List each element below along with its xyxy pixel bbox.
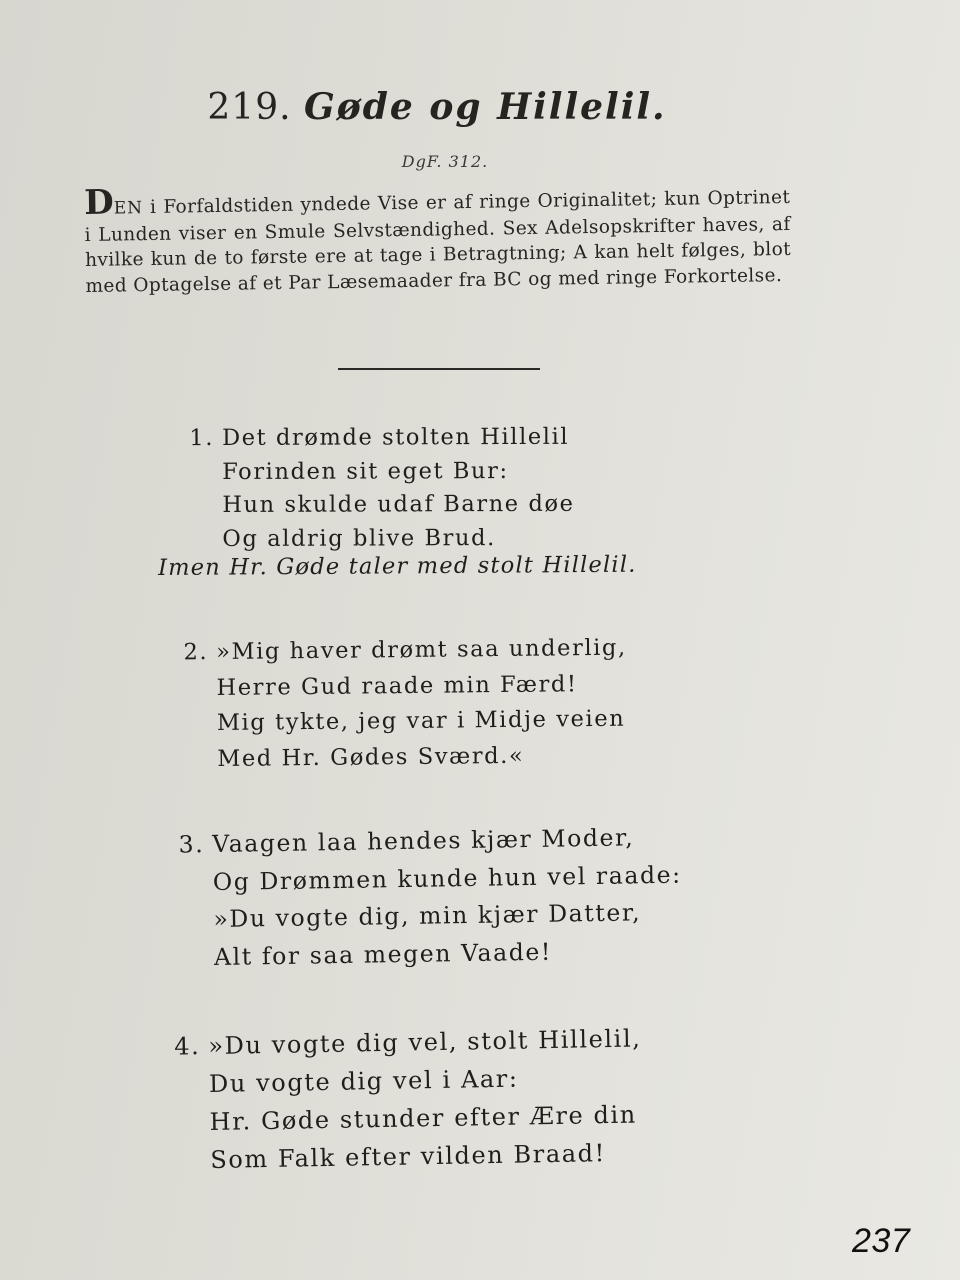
verse-line: Hr. Gøde stunder efter Ære din [209, 1100, 638, 1136]
source-reference: DgF. 312. [401, 152, 489, 171]
section-divider [338, 368, 540, 370]
verse-line: Det drømde stolten Hillelil [222, 423, 570, 451]
verse-line: Alt for saa megen Vaade! [213, 937, 553, 971]
verse-line: Vaagen laa hendes kjær Moder, [212, 823, 635, 858]
intro-text: i Forfaldstiden yndede Vise er af ringe Originalitet; kun Optrinet i Lunden viser en Smule Selvstændighed. Sex Adelsopskrifter haves, af hvilke kun de to første ere at tage i Betragtning; A kan helt følges, blot med Optagelse af et Par Læsemaader fra BC og med ringe Forkortelse. [84, 186, 792, 297]
ballad-title [0, 86, 874, 128]
verse-line: »Du vogte dig vel, stolt Hillelil, [208, 1024, 642, 1060]
refrain-line: Imen Hr. Gøde taler med stolt Hillelil. [158, 551, 637, 581]
stanza-number: 4. [173, 1032, 201, 1061]
stanza-number: 1. [189, 425, 215, 452]
verse-line: Og Drømmen kunde hun vel raade: [212, 860, 682, 896]
stanza-1 [189, 421, 575, 556]
verse-line: Med Hr. Gødes Sværd.« [217, 742, 525, 772]
verse-line: Mig tykte, jeg var i Midje veien [216, 705, 626, 736]
page-number: 237 [852, 1222, 911, 1260]
verse-line: Forinden sit eget Bur: [222, 457, 509, 485]
drop-cap: D [83, 182, 114, 223]
drop-cap-continuation: EN [113, 198, 144, 219]
verse-line: Og aldrig blive Brud. [222, 524, 496, 552]
verse-line: Som Falk efter vilden Braad! [210, 1139, 607, 1174]
stanza-number: 2. [183, 639, 209, 666]
stanza-2 [183, 631, 628, 777]
verse-line: Du vogte dig vel i Aar: [208, 1064, 519, 1098]
verse-line: »Mig haver drømt saa underlig, [216, 634, 627, 665]
verse-line: Herre Gud raade min Færd! [216, 670, 578, 701]
stanza-3 [178, 819, 683, 976]
stanza-number: 3. [178, 830, 205, 859]
ballad-name: Gøde og Hillelil. [304, 86, 667, 128]
ballad-number: 219. [207, 87, 292, 128]
verse-line: Hun skulde udaf Barne døe [222, 490, 575, 518]
verse-line: »Du vogte dig, min kjær Datter, [213, 898, 642, 933]
intro-paragraph [84, 179, 792, 299]
stanza-4 [173, 1019, 644, 1179]
